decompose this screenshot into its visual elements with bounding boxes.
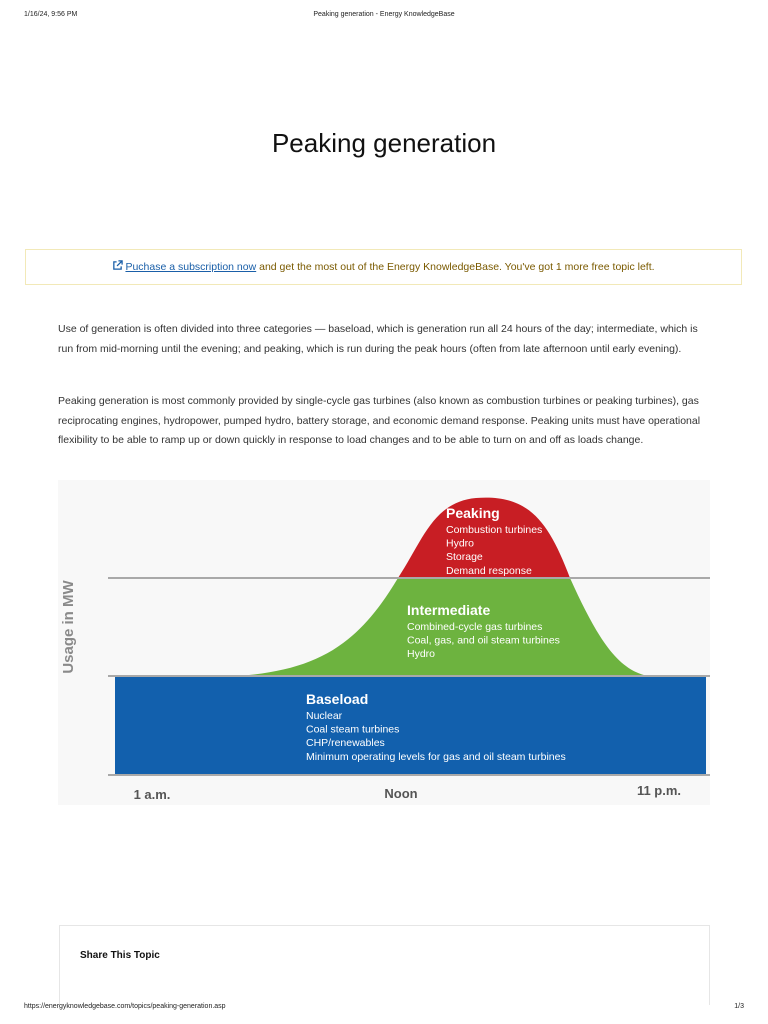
peaking-item: Hydro [446, 537, 475, 550]
page-title: Peaking generation [271, 128, 497, 158]
x-label-end: 11 p.m. [636, 783, 682, 798]
print-page-title: Peaking generation - Energy KnowledgeBase [313, 11, 455, 18]
print-datetime: 1/16/24, 9:56 PM [24, 11, 78, 18]
baseload-item: Coal steam turbines [306, 723, 400, 736]
share-section [59, 925, 710, 1005]
intermediate-title: Intermediate [407, 602, 491, 618]
subscribe-link-text[interactable]: Puchase a subscription now [125, 261, 257, 273]
print-url: https://energyknowledgebase.com/topics/peaking-generation.asp [24, 1003, 226, 1010]
baseload-item: Minimum operating levels for gas and oil steam turbines [306, 750, 566, 763]
notice-text: and get the most out of the Energy KnowledgeBase. You've got 1 more free topic left. [256, 261, 655, 273]
print-page-number: 1/3 [734, 1003, 744, 1010]
x-label-start: 1 a.m. [133, 787, 171, 802]
peaking-item: Storage [446, 551, 483, 564]
subscribe-link[interactable] [112, 261, 256, 273]
share-title: Share This Topic [80, 950, 160, 961]
print-header [0, 11, 768, 23]
external-link-icon [112, 260, 123, 271]
subscription-notice [25, 249, 742, 285]
y-axis-label: Usage in MW [60, 580, 77, 674]
peaking-title: Peaking [446, 505, 500, 521]
intermediate-item: Coal, gas, and oil steam turbines [407, 634, 560, 647]
peaking-item: Demand response [446, 564, 532, 577]
intermediate-item: Combined-cycle gas turbines [407, 621, 543, 633]
print-footer [0, 1003, 768, 1015]
detail-paragraph: Peaking generation is most commonly provided by single-cycle gas turbines (also known as combustion turbines or peaking turbines), gas reciprocating engines, hydropower, pumped hydro, battery storage, and economic demand response. Peaking units must have operational flexibility to be able to ramp up or down quickly in response to load changes and to be able to turn on and off as loads change. [58, 395, 701, 446]
baseload-item: Nuclear [306, 710, 343, 722]
intermediate-item: Hydro [407, 648, 436, 661]
intro-paragraph: Use of generation is often divided into three categories — baseload, which is generation run all 24 hours of the day; intermediate, which is run from mid-morning until the evening; and peaking, which is run during the peak hours (often from late afternoon until early evening). [58, 323, 698, 355]
baseload-item: CHP/renewables [306, 737, 385, 750]
baseload-title: Baseload [306, 691, 369, 707]
generation-diagram [58, 480, 710, 805]
generation-figure [58, 480, 710, 805]
x-label-mid: Noon [384, 786, 418, 801]
peaking-item: Combustion turbines [446, 524, 543, 536]
